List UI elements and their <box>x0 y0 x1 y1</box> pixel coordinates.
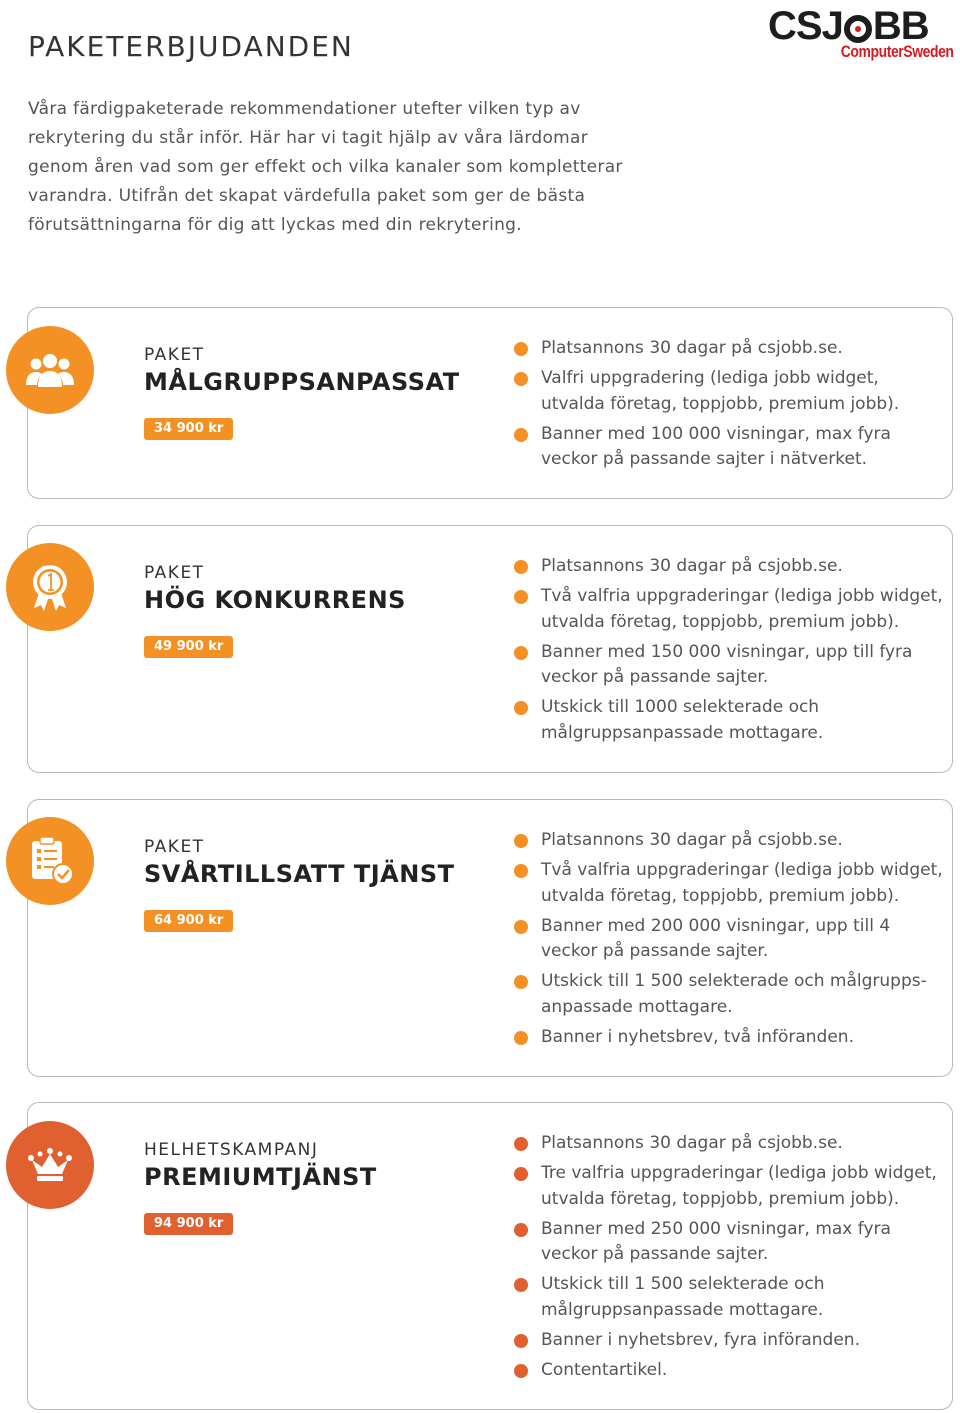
price-badge: 64 900 kr <box>144 910 233 932</box>
feature-item: Banner med 250 000 visningar, max fyra veckor på passande sajter. <box>514 1217 944 1268</box>
logo-text-start: CSJ <box>768 4 843 48</box>
package-label: PAKET <box>144 837 205 857</box>
page-title: PAKETERBJUDANDEN <box>28 30 354 63</box>
csjobb-logo[interactable] <box>768 6 956 64</box>
feature-item: Banner i nyhetsbrev, fyra införanden. <box>514 1328 944 1354</box>
package-icon-badge <box>6 1121 94 1209</box>
clipboard-check-icon <box>23 834 77 888</box>
feature-item: Platsannons 30 dagar på csjobb.se. <box>514 336 944 362</box>
package-name: HÖG KONKURRENS <box>144 586 406 614</box>
feature-item: Utskick till 1 500 selekterade och målgruppsanpassade mottagare. <box>514 1272 944 1323</box>
feature-item: Contentartikel. <box>514 1358 944 1384</box>
package-card-svartillsatt-tjanst <box>27 799 953 1077</box>
intro-text: Våra färdigpaketerade rekommendationer utefter vilken typ av rekrytering du står inför. Här har vi tagit hjälp av våra lärdomar genom åren vad som ger effekt och vilka kanaler som kompletterar varandra. Utifrån det skapat värdefulla paket som ger de bästa förutsättningarna för dig att lyckas med din rekrytering. <box>28 99 623 235</box>
feature-item: Tre valfria uppgraderingar (lediga jobb widget, utvalda företag, toppjobb, premium jobb). <box>514 1161 944 1212</box>
package-card-premiumtjanst <box>27 1102 953 1410</box>
feature-item: Banner med 100 000 visningar, max fyra veckor på passande sajter i nätverket. <box>514 422 944 473</box>
feature-list <box>514 336 944 477</box>
feature-list <box>514 1131 944 1388</box>
group-icon <box>23 343 77 397</box>
feature-item: Valfri uppgradering (lediga jobb widget, utvalda företag, toppjobb, premium jobb). <box>514 366 944 417</box>
package-card-hog-konkurrens <box>27 525 953 773</box>
package-icon-badge <box>6 817 94 905</box>
price-badge: 34 900 kr <box>144 418 233 440</box>
feature-item: Banner med 200 000 visningar, upp till 4 veckor på passande sajter. <box>514 914 944 965</box>
package-icon-badge <box>6 326 94 414</box>
logo-subtitle: ComputerSweden <box>841 42 954 61</box>
price-badge: 49 900 kr <box>144 636 233 658</box>
package-name: MÅLGRUPPSANPASSAT <box>144 368 460 396</box>
feature-item: Banner i nyhetsbrev, två införanden. <box>514 1025 944 1051</box>
feature-item: Platsannons 30 dagar på csjobb.se. <box>514 1131 944 1157</box>
feature-item: Två valfria uppgraderingar (lediga jobb widget, utvalda företag, toppjobb, premium jobb). <box>514 858 944 909</box>
feature-item: Utskick till 1 500 selekterade och målgrupps- anpassade mottagare. <box>514 969 944 1020</box>
feature-item: Banner med 150 000 visningar, upp till fyra veckor på passande sajter. <box>514 640 944 691</box>
package-icon-badge <box>6 543 94 631</box>
feature-item: Platsannons 30 dagar på csjobb.se. <box>514 554 944 580</box>
logo-target-icon <box>844 15 872 43</box>
logo-text-end: BB <box>872 4 929 48</box>
feature-list <box>514 828 944 1055</box>
feature-item: Utskick till 1000 selekterade och målgruppsanpassade mottagare. <box>514 695 944 746</box>
feature-list <box>514 554 944 751</box>
package-card-malgruppsanpassat <box>27 307 953 499</box>
package-label: PAKET <box>144 563 205 583</box>
package-name: SVÅRTILLSATT TJÄNST <box>144 860 455 888</box>
package-name: PREMIUMTJÄNST <box>144 1163 377 1191</box>
feature-item: Platsannons 30 dagar på csjobb.se. <box>514 828 944 854</box>
package-label: PAKET <box>144 345 205 365</box>
crown-icon <box>23 1138 77 1192</box>
package-label: HELHETSKAMPANJ <box>144 1140 319 1160</box>
award-ribbon-icon <box>23 560 77 614</box>
price-badge: 94 900 kr <box>144 1213 233 1235</box>
feature-item: Två valfria uppgraderingar (lediga jobb widget, utvalda företag, toppjobb, premium jobb). <box>514 584 944 635</box>
logo-wordmark <box>768 6 929 46</box>
